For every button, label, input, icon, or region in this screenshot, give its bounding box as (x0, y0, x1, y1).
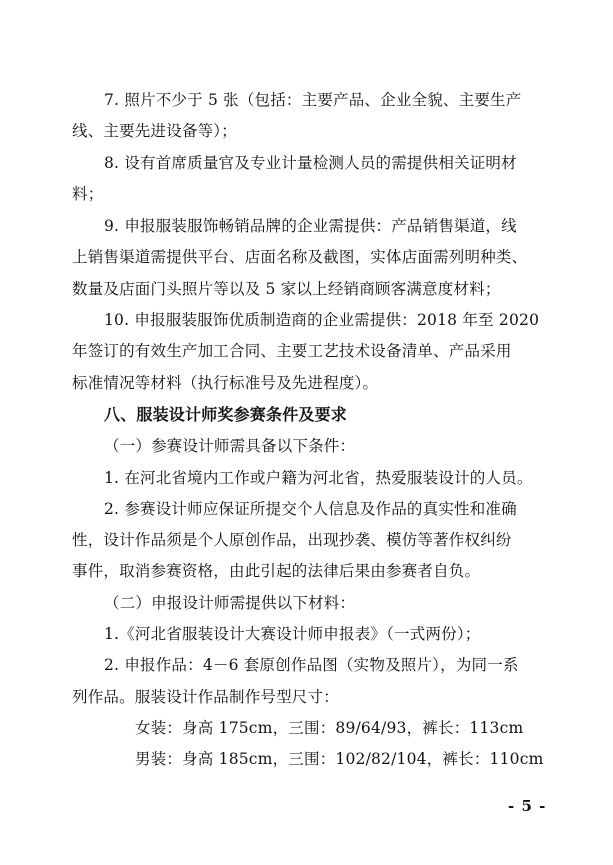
paragraph-item-9-line-2: 上销售渠道需提供平台、店面名称及截图，实体店面需列明种类、 (72, 248, 528, 266)
mens-size-line: 男装：身高 185cm，三围：102/82/104，裤长：110cm (135, 750, 544, 768)
paragraph-item-9-line-3: 数量及店面门头照片等以及 5 家以上经销商顾客满意度材料； (72, 280, 501, 298)
material-2-line-2: 列作品。服装设计作品制作号型尺寸： (72, 688, 339, 706)
paragraph-item-7-line-2: 线、主要先进设备等）； (72, 122, 237, 140)
condition-1: 1. 在河北省境内工作或户籍为河北省，热爱服装设计的人员。 (104, 469, 533, 487)
material-1: 1.《河北省服装设计大赛设计师申报表》（一式两份）； (104, 625, 481, 643)
paragraph-item-10-line-1: 10. 申报服装服饰优质制造商的企业需提供：2018 年至 2020 (104, 311, 540, 329)
condition-2-line-3: 事件，取消参赛资格，由此引起的法律后果由参赛者自负。 (72, 562, 481, 580)
womens-size-line: 女装：身高 175cm，三围：89/64/93，裤长：113cm (135, 719, 524, 737)
material-2-line-1: 2. 申报作品：4－6 套原创作品图（实物及照片），为同一系 (104, 656, 519, 674)
page-number: - 5 - (508, 797, 547, 815)
paragraph-item-10-line-2: 年签订的有效生产加工合同、主要工艺技术设备清单、产品采用 (72, 342, 512, 360)
subheading-two: （二）申报设计师需提供以下材料： (104, 594, 356, 612)
condition-2-line-1: 2. 参赛设计师应保证所提交个人信息及作品的真实性和准确 (104, 500, 517, 518)
paragraph-item-7-line-1: 7. 照片不少于 5 张（包括：主要产品、企业全貌、主要生产 (104, 91, 522, 109)
subheading-one: （一）参赛设计师需具备以下条件： (104, 437, 356, 455)
condition-2-line-2: 性，设计作品须是个人原创作品，出现抄袭、模仿等著作权纠纷 (72, 531, 512, 549)
paragraph-item-8-line-1: 8. 设有首席质量官及专业计量检测人员的需提供相关证明材 (104, 154, 517, 172)
section-heading-eight: 八、服装设计师奖参赛条件及要求 (104, 405, 348, 424)
paragraph-item-8-line-2: 料； (72, 185, 104, 203)
paragraph-item-9-line-1: 9. 申报服装服饰畅销品牌的企业需提供：产品销售渠道，线 (104, 217, 517, 235)
paragraph-item-10-line-3: 标准情况等材料（执行标准号及先进程度）。 (72, 374, 379, 392)
